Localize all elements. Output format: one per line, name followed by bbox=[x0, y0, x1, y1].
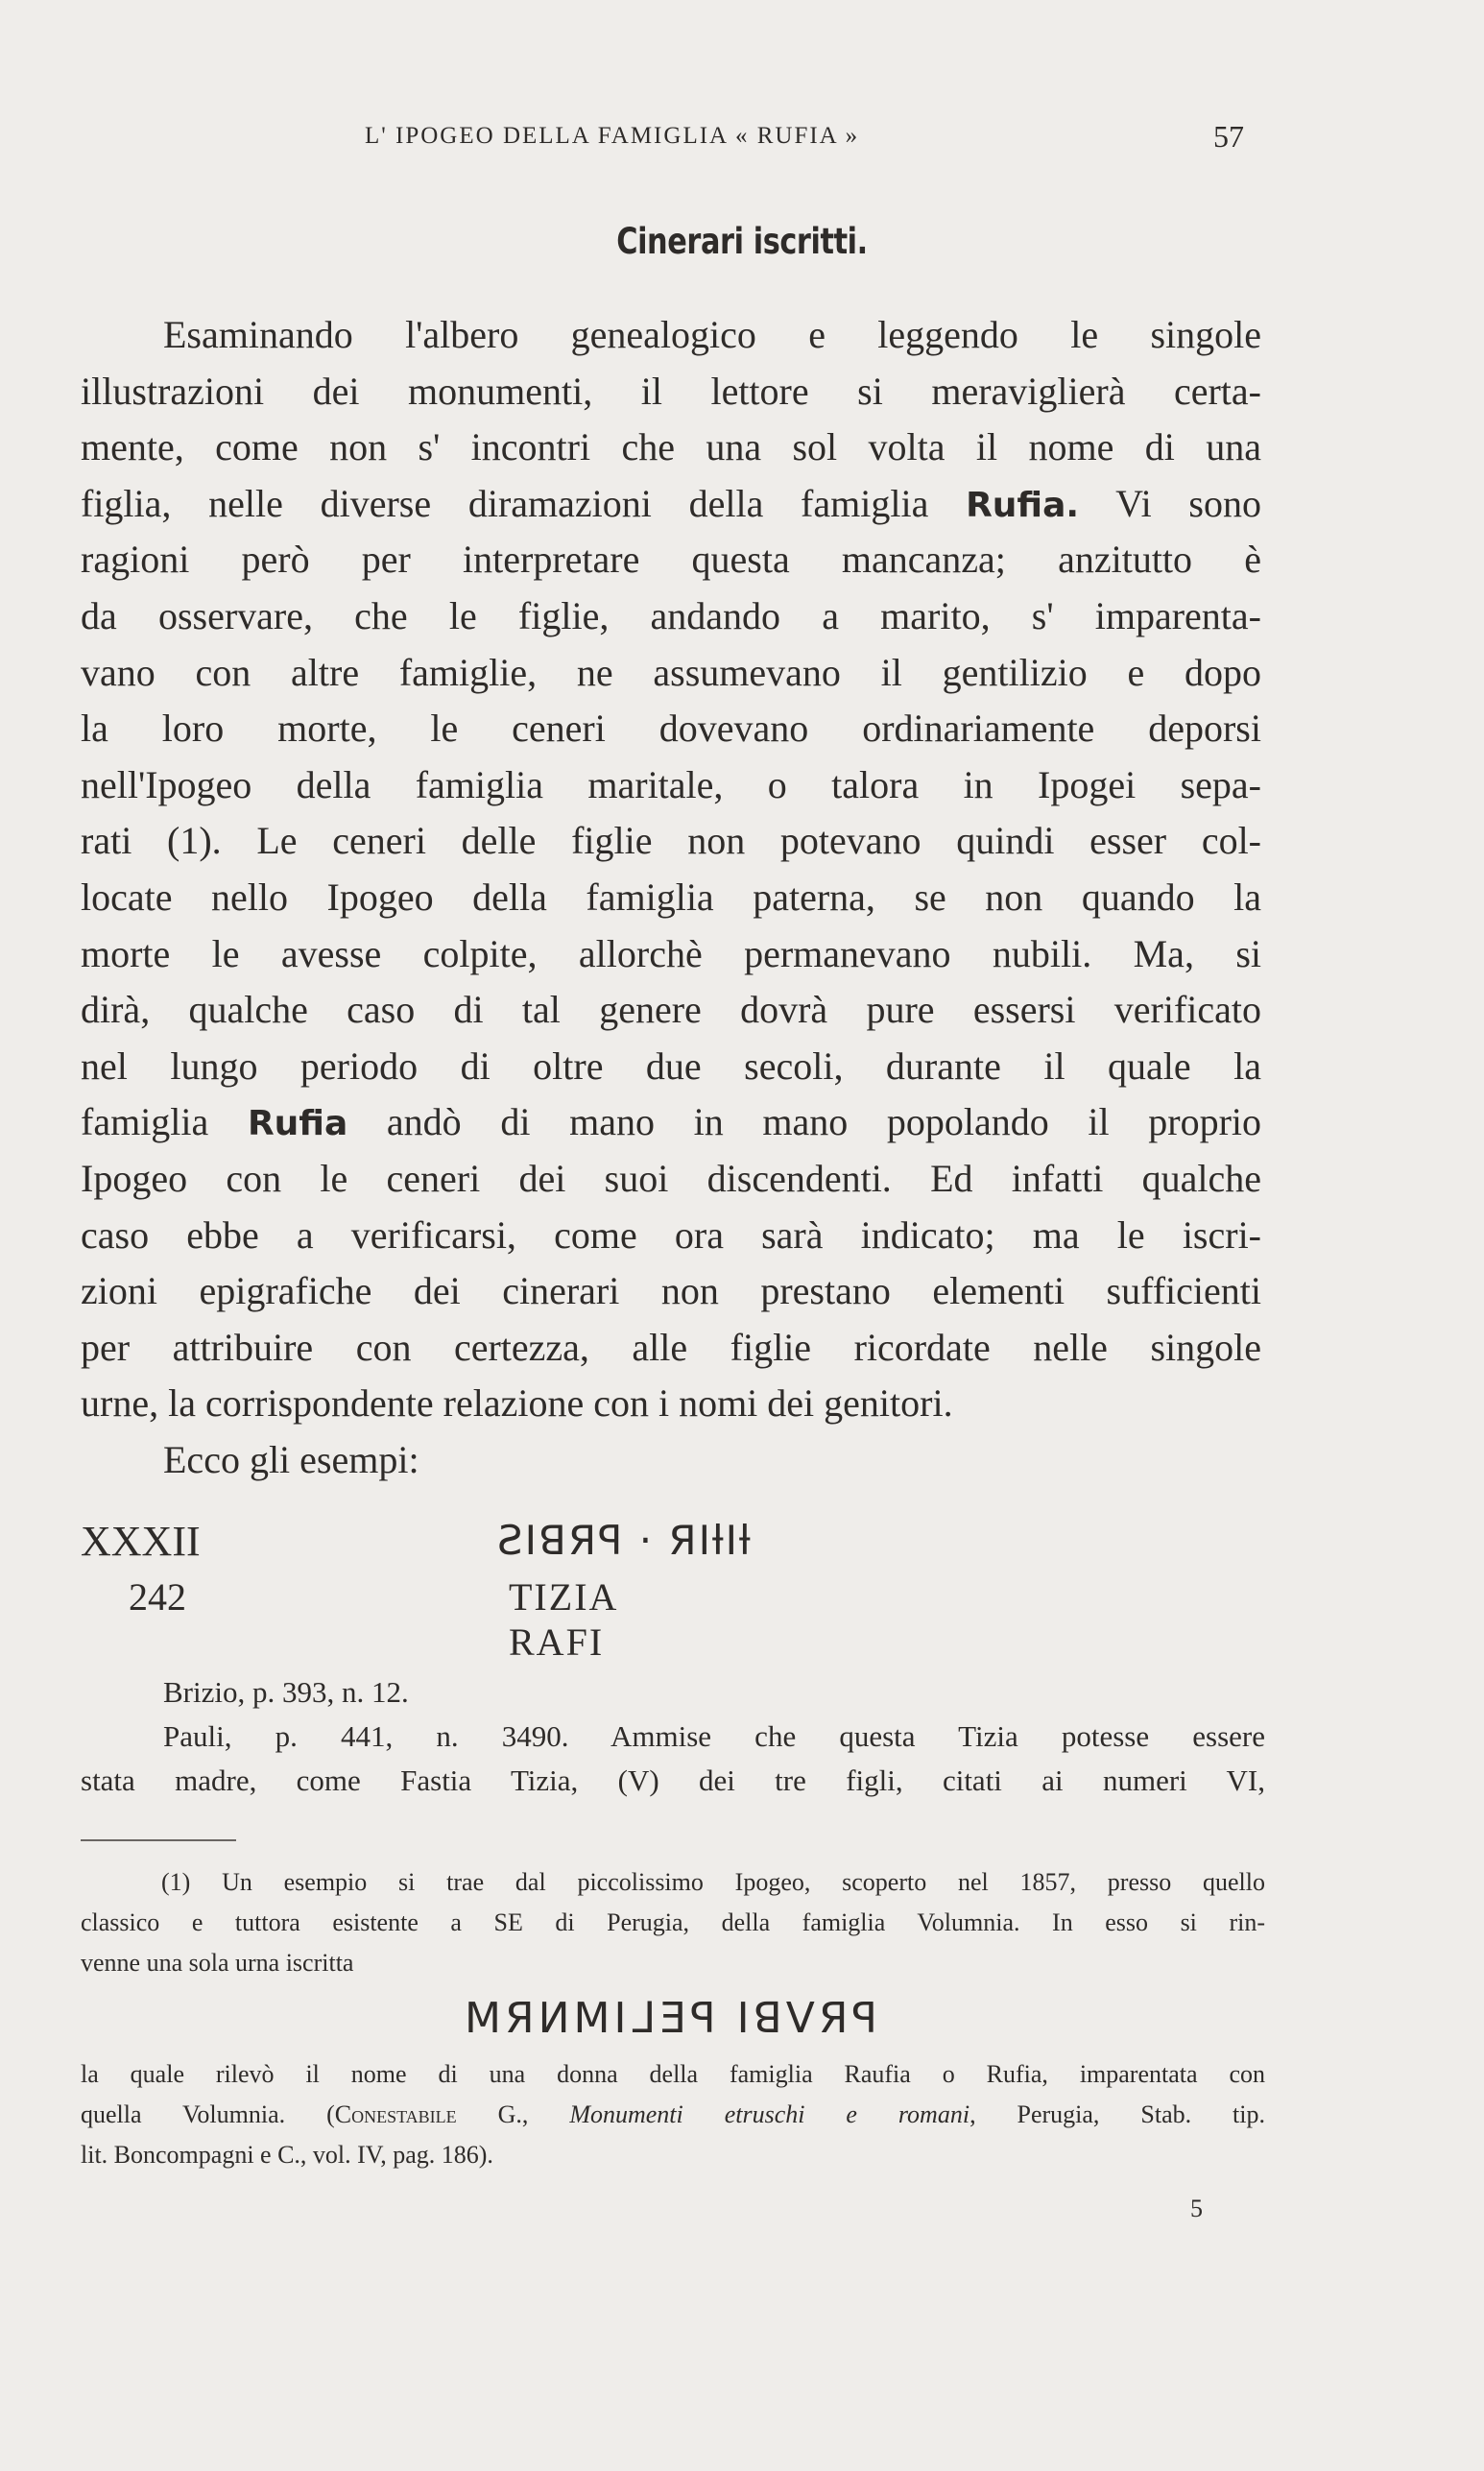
citation-text: , bbox=[521, 2100, 570, 2128]
paragraph-line: nell'Ipogeo della famiglia maritale, o talora in Ipogei sepa- bbox=[81, 762, 1261, 806]
footnote-citation-line bbox=[81, 2095, 1265, 2135]
examples-intro: Ecco gli esempi: bbox=[163, 1437, 419, 1481]
signature-mark: 5 bbox=[1190, 2195, 1203, 2222]
catalog-number: 242 bbox=[129, 1575, 186, 1619]
family-name-bold: Rufia. bbox=[966, 485, 1080, 525]
latin-transcription: TIZIA RAFI bbox=[509, 1575, 617, 1664]
footnote-line: la quale rilevò il nome di una donna della famiglia Raufia o Rufia, imparentata con bbox=[81, 2060, 1265, 2088]
paragraph-line: da osservare, che le figlie, andando a marito, s' imparenta- bbox=[81, 593, 1261, 637]
paragraph-line: rati (1). Le ceneri delle figlie non potevano quindi esser col- bbox=[81, 819, 1261, 863]
paragraph-line: urne, la corrispondente relazione con i nomi dei genitori. bbox=[81, 1381, 953, 1426]
paragraph-line: dirà, qualche caso di tal genere dovrà pure essersi verificato bbox=[81, 988, 1261, 1032]
line-text: Vi sono bbox=[1079, 481, 1261, 525]
paragraph-line bbox=[81, 476, 1261, 533]
paragraph-line: Esaminando l'albero genealogico e leggendo le singole bbox=[163, 313, 1261, 356]
line-text: famiglia bbox=[81, 1100, 248, 1144]
footnote-etruscan-inscription: MЯИMIᒧƎꟼ IꓭVЯꟼ bbox=[465, 1994, 881, 2043]
citation-title: Monumenti etruschi e romani bbox=[569, 2100, 970, 2128]
line-text: figlia, nelle diverse diramazioni della famiglia bbox=[81, 481, 967, 525]
etruscan-inscription: ƧIꓭЯꟼ · ЯIƚIƚ bbox=[497, 1517, 753, 1564]
main-paragraph bbox=[81, 307, 1261, 1488]
paragraph-line: ragioni però per interpretare questa mancanza; anzitutto è bbox=[81, 538, 1261, 582]
paragraph-line: illustrazioni dei monumenti, il lettore si meraviglierà certa- bbox=[81, 369, 1261, 413]
footnote-divider bbox=[81, 1839, 236, 1841]
paragraph-line: zioni epigrafiche dei cinerari non prestano elementi sufficienti bbox=[81, 1269, 1261, 1313]
page-number: 57 bbox=[1213, 119, 1244, 154]
paragraph-line: nel lungo periodo di oltre due secoli, durante il quale la bbox=[81, 1044, 1261, 1088]
reference-line: Pauli, p. 441, n. 3490. Ammise che questa Tizia potesse essere bbox=[163, 1719, 1265, 1753]
footnote bbox=[81, 1862, 1265, 2175]
running-header bbox=[365, 119, 1325, 154]
reference-line: Brizio, p. 393, n. 12. bbox=[163, 1675, 409, 1709]
family-name-bold: Rufia bbox=[247, 1104, 348, 1144]
references bbox=[81, 1670, 1265, 1803]
citation-author: Conestabile G. bbox=[334, 2100, 522, 2128]
paragraph-line: Ipogeo con le ceneri dei suoi discendenti. Ed infatti qualche bbox=[81, 1156, 1261, 1200]
paragraph-line: morte le avesse colpite, allorchè permanevano nubili. Ma, si bbox=[81, 931, 1261, 975]
section-title: Cinerari iscritti. bbox=[616, 221, 868, 262]
footnote-line: venne una sola urna iscritta bbox=[81, 1949, 354, 1977]
paragraph-line: caso ebbe a verificarsi, come ora sarà indicato; ma le iscri- bbox=[81, 1212, 1261, 1257]
citation-text: quella Volumnia. ( bbox=[81, 2100, 335, 2128]
citation-text: , Perugia, Stab. tip. bbox=[969, 2100, 1266, 2128]
paragraph-line: locate nello Ipogeo della famiglia paterna, se non quando la bbox=[81, 875, 1261, 919]
running-title: L' IPOGEO DELLA FAMIGLIA « RUFIA » bbox=[365, 123, 860, 149]
roman-numeral: XXXII bbox=[81, 1518, 201, 1565]
footnote-line: (1) Un esempio si trae dal piccolissimo Ipogeo, scoperto nel 1857, presso quello bbox=[161, 1868, 1265, 1896]
line-text: andò di mano in mano popolando il proprio bbox=[347, 1100, 1262, 1144]
footnote-line: classico e tuttora esistente a SE di Perugia, della famiglia Volumnia. In esso si rin- bbox=[81, 1908, 1265, 1936]
paragraph-line: vano con altre famiglie, ne assumevano il gentilizio e dopo bbox=[81, 650, 1261, 694]
paragraph-line bbox=[81, 1094, 1261, 1151]
reference-line: stata madre, come Fastia Tizia, (V) dei tre figli, citati ai numeri VI, bbox=[81, 1763, 1265, 1797]
paragraph-line: per attribuire con certezza, alle figlie ricordate nelle singole bbox=[81, 1325, 1261, 1369]
paragraph-line: mente, come non s' incontri che una sol volta il nome di una bbox=[81, 425, 1261, 469]
footnote-line: lit. Boncompagni e C., vol. IV, pag. 186). bbox=[81, 2141, 493, 2169]
paragraph-line: la loro morte, le ceneri dovevano ordinariamente deporsi bbox=[81, 707, 1261, 751]
